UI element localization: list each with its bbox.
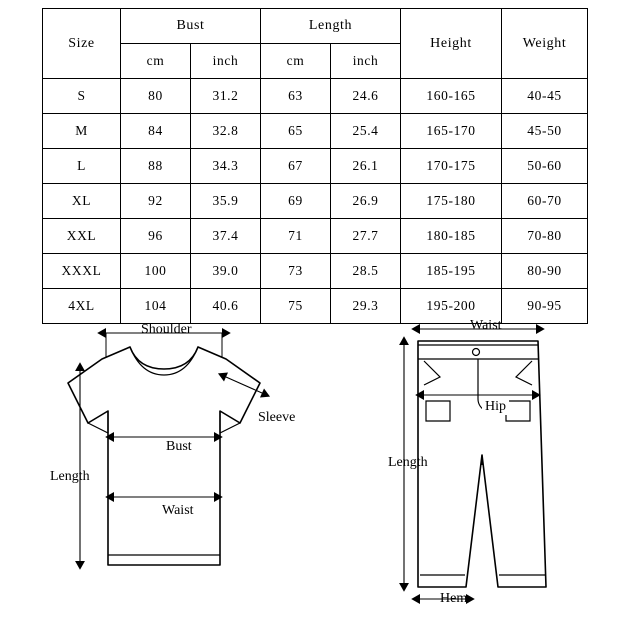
cell-weight: 80-90 [502, 254, 588, 289]
cell-length-inch: 24.6 [331, 79, 401, 114]
cell-bust-inch: 39.0 [191, 254, 261, 289]
cell-size: L [43, 149, 121, 184]
cell-weight: 40-45 [502, 79, 588, 114]
pants-hip-label: Hip [482, 399, 509, 415]
table-row [43, 219, 588, 254]
shirt-left-sleeve-hem [88, 423, 108, 433]
header-weight: Weight [502, 9, 588, 79]
cell-length-inch: 26.1 [331, 149, 401, 184]
table-header-row [43, 9, 588, 44]
cell-size: XXL [43, 219, 121, 254]
size-table-body [43, 79, 588, 324]
cell-length-cm: 69 [261, 184, 331, 219]
cell-size: XXXL [43, 254, 121, 289]
table-row [43, 79, 588, 114]
table-row [43, 254, 588, 289]
shirt-length-label: Length [50, 469, 90, 484]
cell-length-cm: 65 [261, 114, 331, 149]
size-table-container [42, 8, 579, 324]
header-bust: Bust [121, 9, 261, 44]
cell-bust-cm: 100 [121, 254, 191, 289]
cell-height: 195-200 [401, 289, 502, 324]
cell-bust-cm: 80 [121, 79, 191, 114]
cell-bust-cm: 92 [121, 184, 191, 219]
shirt-bust-label: Bust [163, 439, 195, 455]
measurement-diagrams [0, 315, 620, 620]
unit-length-inch: inch [331, 44, 401, 79]
t-shirt-diagram-svg [30, 315, 340, 615]
cell-length-cm: 71 [261, 219, 331, 254]
cell-length-inch: 25.4 [331, 114, 401, 149]
cell-length-cm: 75 [261, 289, 331, 324]
header-size: Size [43, 9, 121, 79]
shirt-waist-label: Waist [159, 503, 197, 519]
cell-length-cm: 63 [261, 79, 331, 114]
cell-weight: 70-80 [502, 219, 588, 254]
cell-weight: 60-70 [502, 184, 588, 219]
cell-length-cm: 67 [261, 149, 331, 184]
cell-height: 165-170 [401, 114, 502, 149]
cell-bust-cm: 88 [121, 149, 191, 184]
cell-bust-inch: 35.9 [191, 184, 261, 219]
cell-size: S [43, 79, 121, 114]
cell-length-inch: 28.5 [331, 254, 401, 289]
shirt-sleeve-label: Sleeve [258, 410, 296, 425]
cell-bust-cm: 96 [121, 219, 191, 254]
cell-bust-inch: 34.3 [191, 149, 261, 184]
unit-bust-cm: cm [121, 44, 191, 79]
shirt-shoulder-label: Shoulder [141, 322, 192, 337]
cell-bust-inch: 37.4 [191, 219, 261, 254]
cell-length-cm: 73 [261, 254, 331, 289]
pants-waist-label: Waist [470, 318, 502, 333]
cell-height: 170-175 [401, 149, 502, 184]
cell-bust-inch: 31.2 [191, 79, 261, 114]
unit-bust-inch: inch [191, 44, 261, 79]
cell-height: 185-195 [401, 254, 502, 289]
cell-bust-inch: 32.8 [191, 114, 261, 149]
header-length: Length [261, 9, 401, 44]
cell-height: 180-185 [401, 219, 502, 254]
cell-weight: 45-50 [502, 114, 588, 149]
table-row [43, 184, 588, 219]
cell-length-inch: 26.9 [331, 184, 401, 219]
shirt-right-sleeve-hem [220, 423, 240, 433]
cell-size: XL [43, 184, 121, 219]
unit-length-cm: cm [261, 44, 331, 79]
header-height: Height [401, 9, 502, 79]
cell-length-inch: 29.3 [331, 289, 401, 324]
cell-bust-cm: 104 [121, 289, 191, 324]
cell-height: 175-180 [401, 184, 502, 219]
table-row [43, 114, 588, 149]
cell-height: 160-165 [401, 79, 502, 114]
cell-size: M [43, 114, 121, 149]
pants-length-label: Length [388, 455, 428, 470]
table-row [43, 149, 588, 184]
cell-bust-inch: 40.6 [191, 289, 261, 324]
cell-length-inch: 27.7 [331, 219, 401, 254]
cell-size: 4XL [43, 289, 121, 324]
cell-weight: 50-60 [502, 149, 588, 184]
cell-weight: 90-95 [502, 289, 588, 324]
size-table [42, 8, 588, 324]
pants-hem-label: Hem [440, 591, 468, 606]
cell-bust-cm: 84 [121, 114, 191, 149]
